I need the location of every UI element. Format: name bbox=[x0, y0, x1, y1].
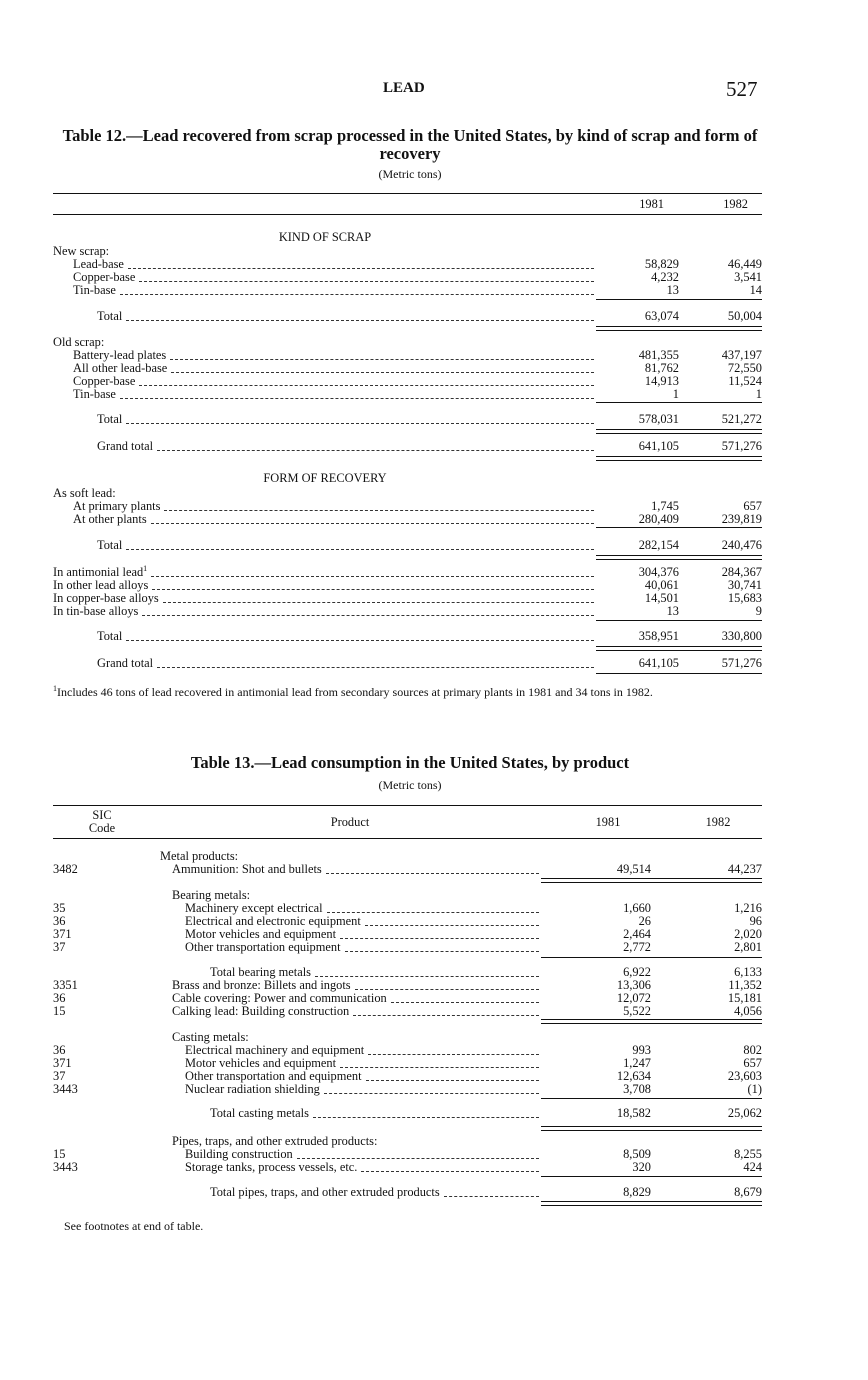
double-rule bbox=[596, 429, 762, 434]
row-label: Total bbox=[97, 309, 123, 323]
dot-leader bbox=[345, 941, 539, 952]
row-label: At other plants bbox=[73, 512, 147, 526]
row-label: Machinery except electrical bbox=[185, 901, 323, 915]
row-label: Motor vehicles and equipment bbox=[185, 1056, 337, 1070]
table12-header-row bbox=[0, 198, 868, 211]
value-1982: 46,449 bbox=[727, 257, 762, 271]
value-1982: 15,181 bbox=[727, 991, 762, 1005]
dot-leader bbox=[366, 1070, 539, 1081]
dot-leader bbox=[170, 349, 594, 360]
table13-title: Table 13.—Lead consumption in the United States, by product bbox=[190, 753, 630, 772]
dot-leader bbox=[340, 1057, 539, 1068]
row-label: Electrical machinery and equipment bbox=[185, 1043, 365, 1057]
value-1981: 14,501 bbox=[644, 591, 679, 605]
page-number: 527 bbox=[726, 77, 758, 101]
table-row bbox=[0, 630, 868, 643]
row-label: In antimonial lead$^1$ bbox=[53, 563, 148, 579]
row-label: Lead-base bbox=[73, 257, 124, 271]
dot-leader bbox=[126, 539, 594, 550]
table-row bbox=[0, 440, 868, 453]
col-1981-header: 1981 bbox=[639, 197, 664, 211]
table-row bbox=[0, 284, 868, 297]
value-1981: 6,922 bbox=[623, 965, 651, 979]
table-row bbox=[0, 941, 868, 954]
row-label: New scrap: bbox=[53, 244, 110, 258]
value-1981: 481,355 bbox=[638, 348, 679, 362]
row-label: Battery-lead plates bbox=[73, 348, 167, 362]
row-label: Metal products: bbox=[160, 849, 239, 863]
value-1981: 13 bbox=[666, 604, 679, 618]
table-row bbox=[0, 1005, 868, 1018]
value-1981: 18,582 bbox=[616, 1106, 651, 1120]
double-rule bbox=[596, 326, 762, 331]
value-1981: 1,745 bbox=[651, 499, 679, 513]
table-row bbox=[0, 1031, 868, 1044]
dot-leader bbox=[164, 500, 594, 511]
value-1982: 14 bbox=[749, 283, 762, 297]
table12-footnote: $^1$Includes 46 tons of lead recovered in antimonial lead from secondary sources at primary plants in 1981 and 34 tons in 1982. bbox=[53, 684, 653, 699]
value-1981: 4,232 bbox=[651, 270, 679, 284]
total-rule bbox=[596, 673, 762, 674]
table12-subtitle: (Metric tons) bbox=[378, 167, 442, 181]
dot-leader bbox=[152, 579, 594, 590]
sic-code: 36 bbox=[53, 991, 66, 1005]
value-1982: 9 bbox=[755, 604, 762, 618]
row-label: Cable covering: Power and communication bbox=[172, 991, 387, 1005]
row-label: At primary plants bbox=[73, 499, 161, 513]
dot-leader bbox=[126, 413, 594, 424]
dot-leader bbox=[326, 863, 539, 874]
value-1982: 571,276 bbox=[721, 656, 762, 670]
row-label: Tin-base bbox=[73, 283, 116, 297]
double-rule bbox=[541, 1019, 762, 1024]
dot-leader bbox=[120, 388, 594, 399]
value-1981: 40,061 bbox=[644, 578, 679, 592]
value-1982: 657 bbox=[743, 499, 762, 513]
value-1981: 14,913 bbox=[644, 374, 679, 388]
dot-leader bbox=[128, 258, 594, 269]
sic-code: 36 bbox=[53, 1043, 66, 1057]
row-label: In other lead alloys bbox=[53, 578, 149, 592]
value-1982: 96 bbox=[749, 914, 762, 928]
value-1982: 8,255 bbox=[734, 1147, 762, 1161]
table-row bbox=[0, 388, 868, 401]
value-1981: 320 bbox=[632, 1160, 651, 1174]
row-label: Electrical and electronic equipment bbox=[185, 914, 361, 928]
row-label: In tin-base alloys bbox=[53, 604, 139, 618]
value-1981: 304,376 bbox=[638, 565, 679, 579]
value-1981: 1 bbox=[672, 387, 679, 401]
value-1981: 26 bbox=[638, 914, 651, 928]
double-rule bbox=[541, 1126, 762, 1131]
value-1982: 50,004 bbox=[727, 309, 762, 323]
table-row bbox=[0, 657, 868, 670]
value-1981: 49,514 bbox=[616, 862, 651, 876]
double-rule bbox=[541, 1201, 762, 1206]
row-label: Copper-base bbox=[73, 270, 136, 284]
dot-leader bbox=[368, 1044, 539, 1055]
dot-leader bbox=[297, 1148, 539, 1159]
value-1981: 1,247 bbox=[623, 1056, 651, 1070]
row-label: Pipes, traps, and other extruded products: bbox=[172, 1134, 378, 1148]
row-label: Total bbox=[97, 629, 123, 643]
table-row bbox=[0, 863, 868, 876]
row-label: Total bbox=[97, 412, 123, 426]
row-label: Other transportation and equipment bbox=[185, 1069, 362, 1083]
running-head: LEAD bbox=[383, 80, 425, 96]
table-row bbox=[0, 539, 868, 552]
dot-leader bbox=[355, 979, 539, 990]
table13-footnote: See footnotes at end of table. bbox=[64, 1219, 204, 1233]
value-1981: 578,031 bbox=[638, 412, 679, 426]
value-1982: 72,550 bbox=[727, 361, 762, 375]
section-form-of-recovery: FORM OF RECOVERY bbox=[263, 471, 387, 485]
value-1981: 63,074 bbox=[644, 309, 679, 323]
dot-leader bbox=[151, 513, 594, 524]
double-rule bbox=[596, 555, 762, 560]
value-1981: 8,509 bbox=[623, 1147, 651, 1161]
value-1982: 11,352 bbox=[728, 978, 762, 992]
value-1982: 6,133 bbox=[734, 965, 762, 979]
sic-code: 3443 bbox=[53, 1082, 78, 1096]
value-1981: 2,772 bbox=[623, 940, 651, 954]
table13-subtitle: (Metric tons) bbox=[378, 778, 442, 792]
sic-code: 36 bbox=[53, 914, 66, 928]
value-1981: 58,829 bbox=[644, 257, 679, 271]
value-1981: 12,072 bbox=[616, 991, 651, 1005]
col-sic-header: SIC Code bbox=[88, 808, 116, 835]
value-1981: 280,409 bbox=[638, 512, 679, 526]
dot-leader bbox=[163, 592, 594, 603]
row-label: Storage tanks, process vessels, etc. bbox=[185, 1160, 358, 1174]
row-label: Brass and bronze: Billets and ingots bbox=[172, 978, 351, 992]
table-row bbox=[0, 902, 868, 915]
value-1981: 5,522 bbox=[623, 1004, 651, 1018]
row-label: Building construction bbox=[185, 1147, 293, 1161]
table-row bbox=[0, 1070, 868, 1083]
dot-leader bbox=[139, 271, 594, 282]
value-1981: 2,464 bbox=[623, 927, 651, 941]
dot-leader bbox=[324, 1083, 539, 1094]
sic-code: 3482 bbox=[53, 862, 78, 876]
sic-code: 15 bbox=[53, 1004, 66, 1018]
double-rule bbox=[596, 456, 762, 461]
table-row bbox=[0, 1044, 868, 1057]
double-rule bbox=[596, 646, 762, 651]
row-label: Copper-base bbox=[73, 374, 136, 388]
value-1982: (1) bbox=[747, 1082, 762, 1096]
table12-top-rule bbox=[53, 193, 762, 194]
table12-title: Table 12.—Lead recovered from scrap processed in the United States, by kind of scrap and form of recovery bbox=[62, 126, 758, 163]
table-row bbox=[0, 1148, 868, 1161]
dot-leader bbox=[340, 928, 539, 939]
dot-leader bbox=[126, 310, 594, 321]
dot-leader bbox=[444, 1186, 539, 1197]
value-1982: 571,276 bbox=[721, 439, 762, 453]
row-label: Other transportation equipment bbox=[185, 940, 341, 954]
value-1981: 993 bbox=[632, 1043, 651, 1057]
dot-leader bbox=[120, 284, 594, 295]
value-1981: 13 bbox=[666, 283, 679, 297]
dot-leader bbox=[139, 375, 594, 386]
table13-header-rule bbox=[53, 838, 762, 839]
table-row bbox=[0, 1107, 868, 1120]
total-rule bbox=[541, 1176, 762, 1177]
sic-code: 3443 bbox=[53, 1160, 78, 1174]
value-1981: 1,660 bbox=[623, 901, 651, 915]
value-1982: 15,683 bbox=[727, 591, 762, 605]
value-1982: 23,603 bbox=[727, 1069, 762, 1083]
row-label: Casting metals: bbox=[172, 1030, 249, 1044]
value-1981: 641,105 bbox=[638, 439, 679, 453]
row-label: Total bearing metals bbox=[210, 965, 311, 979]
value-1982: 437,197 bbox=[721, 348, 762, 362]
table13-top-rule bbox=[53, 805, 762, 806]
col-1982-header: 1982 bbox=[705, 815, 731, 829]
row-label: In copper-base alloys bbox=[53, 591, 159, 605]
value-1982: 4,056 bbox=[734, 1004, 762, 1018]
dot-leader bbox=[157, 657, 594, 668]
row-label: All other lead-base bbox=[73, 361, 168, 375]
value-1982: 330,800 bbox=[721, 629, 762, 643]
dot-leader bbox=[126, 630, 594, 641]
value-1982: 239,819 bbox=[721, 512, 762, 526]
total-rule bbox=[596, 402, 762, 403]
total-rule bbox=[596, 299, 762, 300]
row-label: Bearing metals: bbox=[172, 888, 251, 902]
dot-leader bbox=[142, 605, 594, 616]
dot-leader bbox=[151, 566, 594, 577]
double-rule bbox=[541, 878, 762, 883]
value-1982: 8,679 bbox=[734, 1185, 762, 1199]
dot-leader bbox=[361, 1161, 539, 1172]
table-row bbox=[0, 513, 868, 526]
total-rule bbox=[541, 957, 762, 958]
value-1981: 358,951 bbox=[638, 629, 679, 643]
value-1982: 2,801 bbox=[734, 940, 762, 954]
value-1982: 2,020 bbox=[734, 927, 762, 941]
dot-leader bbox=[327, 902, 539, 913]
dot-leader bbox=[313, 1107, 539, 1118]
row-label: Ammunition: Shot and bullets bbox=[172, 862, 322, 876]
value-1982: 657 bbox=[743, 1056, 762, 1070]
sic-code: 371 bbox=[53, 927, 72, 941]
row-label: Total casting metals bbox=[210, 1106, 309, 1120]
row-label: Grand total bbox=[97, 439, 154, 453]
value-1981: 282,154 bbox=[638, 538, 679, 552]
row-label: Total pipes, traps, and other extruded products bbox=[210, 1185, 440, 1199]
value-1981: 3,708 bbox=[623, 1082, 651, 1096]
col-product-header: Product bbox=[330, 815, 370, 829]
dot-leader bbox=[365, 915, 539, 926]
table-row bbox=[0, 271, 868, 284]
dot-leader bbox=[171, 362, 594, 373]
table-row bbox=[0, 413, 868, 426]
value-1982: 1 bbox=[755, 387, 762, 401]
row-label: Nuclear radiation shielding bbox=[185, 1082, 320, 1096]
value-1982: 424 bbox=[743, 1160, 762, 1174]
col-1982-header: 1982 bbox=[723, 197, 748, 211]
table-row bbox=[0, 1186, 868, 1199]
dot-leader bbox=[315, 966, 539, 977]
row-label: Tin-base bbox=[73, 387, 116, 401]
row-label: As soft lead: bbox=[53, 486, 116, 500]
dot-leader bbox=[391, 992, 539, 1003]
table-row bbox=[0, 310, 868, 323]
sic-code: 35 bbox=[53, 901, 66, 915]
col-1981-header: 1981 bbox=[595, 815, 621, 829]
table-row bbox=[0, 1161, 868, 1174]
value-1981: 12,634 bbox=[616, 1069, 651, 1083]
value-1981: 81,762 bbox=[644, 361, 679, 375]
sic-code: 15 bbox=[53, 1147, 66, 1161]
total-rule bbox=[541, 1098, 762, 1099]
table12-header-rule bbox=[53, 214, 762, 215]
row-label: Motor vehicles and equipment bbox=[185, 927, 337, 941]
value-1982: 521,272 bbox=[721, 412, 762, 426]
value-1982: 25,062 bbox=[727, 1106, 762, 1120]
value-1982: 3,541 bbox=[734, 270, 762, 284]
value-1982: 802 bbox=[743, 1043, 762, 1057]
sic-code: 371 bbox=[53, 1056, 72, 1070]
row-label: Total bbox=[97, 538, 123, 552]
table-row bbox=[0, 1083, 868, 1096]
dot-leader bbox=[157, 440, 594, 451]
row-label: Grand total bbox=[97, 656, 154, 670]
total-rule bbox=[596, 620, 762, 621]
dot-leader bbox=[353, 1005, 539, 1016]
value-1981: 641,105 bbox=[638, 656, 679, 670]
value-1981: 8,829 bbox=[623, 1185, 651, 1199]
value-1981: 13,306 bbox=[616, 978, 651, 992]
sic-code: 37 bbox=[53, 1069, 66, 1083]
row-label: Old scrap: bbox=[53, 335, 105, 349]
value-1982: 1,216 bbox=[734, 901, 762, 915]
value-1982: 44,237 bbox=[727, 862, 762, 876]
value-1982: 11,524 bbox=[728, 374, 762, 388]
total-rule bbox=[596, 527, 762, 528]
section-kind-of-scrap: KIND OF SCRAP bbox=[278, 230, 372, 244]
sic-code: 3351 bbox=[53, 978, 78, 992]
sic-code: 37 bbox=[53, 940, 66, 954]
row-label: Calking lead: Building construction bbox=[172, 1004, 350, 1018]
value-1982: 30,741 bbox=[727, 578, 762, 592]
table-row bbox=[0, 375, 868, 388]
value-1982: 240,476 bbox=[721, 538, 762, 552]
table-row bbox=[0, 605, 868, 618]
value-1982: 284,367 bbox=[721, 565, 762, 579]
